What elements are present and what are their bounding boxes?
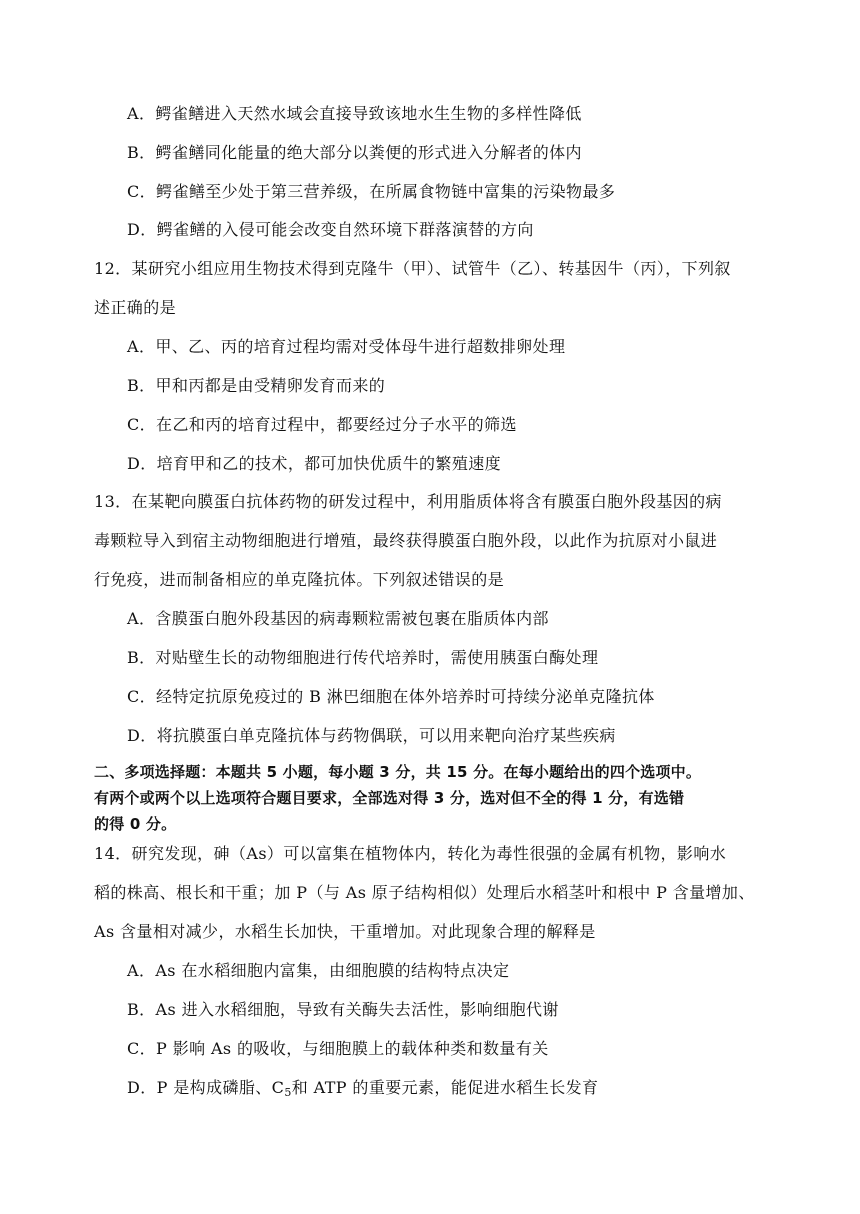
q14-option-c: C．P 影响 As 的吸收，与细胞膜上的载体种类和数量有关	[127, 1039, 549, 1058]
q11-option-a: A．鳄雀鳝进入天然水域会直接导致该地水生生物的多样性降低	[127, 104, 582, 123]
q13-stem-line-1: 13．在某靶向膜蛋白抗体药物的研发过程中，利用脂质体将含有膜蛋白胞外段基因的病	[94, 492, 722, 511]
q14-stem-line-1: 14．研究发现，砷（As）可以富集在植物体内，转化为毒性很强的金属有机物，影响水	[94, 844, 727, 863]
q11-option-b: B．鳄雀鳝同化能量的绝大部分以粪便的形式进入分解者的体内	[127, 143, 582, 162]
section-heading-line-1: 二、多项选择题：本题共 5 小题，每小题 3 分，共 15 分。在每小题给出的四个选项中。	[94, 763, 702, 781]
q14-stem-line-2: 稻的株高、根长和干重；加 P（与 As 原子结构相似）处理后水稻茎叶和根中 P 含量增加、	[94, 883, 755, 902]
q13-option-d: D．将抗膜蛋白单克隆抗体与药物偶联，可以用来靶向治疗某些疾病	[127, 726, 616, 745]
q12-stem-line-2: 述正确的是	[94, 298, 177, 317]
q13-option-b: B．对贴壁生长的动物细胞进行传代培养时，需使用胰蛋白酶处理	[127, 648, 599, 667]
q14-option-d-subscript: 5	[284, 1086, 292, 1099]
section-heading-line-2: 有两个或两个以上选项符合题目要求，全部选对得 3 分，选对但不全的得 1 分，有选错	[94, 789, 685, 807]
q12-option-c: C．在乙和丙的培育过程中，都要经过分子水平的筛选	[127, 415, 517, 434]
q14-option-b: B．As 进入水稻细胞，导致有关酶失去活性，影响细胞代谢	[127, 1000, 559, 1019]
q12-stem-line-1: 12．某研究小组应用生物技术得到克隆牛（甲）、试管牛（乙）、转基因牛（丙），下列叙	[94, 259, 731, 278]
q14-stem-line-3: As 含量相对减少，水稻生长加快，干重增加。对此现象合理的解释是	[94, 922, 596, 941]
q12-option-d: D．培育甲和乙的技术，都可加快优质牛的繁殖速度	[127, 454, 502, 473]
section-heading-line-3: 的得 0 分。	[94, 815, 177, 833]
q11-option-c: C．鳄雀鳝至少处于第三营养级，在所属食物链中富集的污染物最多	[127, 182, 616, 201]
q14-option-d-text-pre: D．P 是构成磷脂、C	[127, 1078, 285, 1097]
q14-option-a: A．As 在水稻细胞内富集，由细胞膜的结构特点决定	[127, 961, 510, 980]
q14-option-d	[127, 1078, 598, 1098]
q13-option-a: A．含膜蛋白胞外段基因的病毒颗粒需被包裹在脂质体内部	[127, 609, 549, 628]
q13-option-c: C．经特定抗原免疫过的 B 淋巴细胞在体外培养时可持续分泌单克隆抗体	[127, 687, 655, 706]
q11-option-d: D．鳄雀鳝的入侵可能会改变自然环境下群落演替的方向	[127, 220, 534, 239]
q12-option-a: A．甲、乙、丙的培育过程均需对受体母牛进行超数排卵处理	[127, 337, 566, 356]
q14-option-d-text-post: 和 ATP 的重要元素，能促进水稻生长发育	[291, 1078, 599, 1097]
q13-stem-line-3: 行免疫，进而制备相应的单克隆抗体。下列叙述错误的是	[94, 570, 505, 589]
q13-stem-line-2: 毒颗粒导入到宿主动物细胞进行增殖，最终获得膜蛋白胞外段，以此作为抗原对小鼠进	[94, 531, 718, 550]
q12-option-b: B．甲和丙都是由受精卵发育而来的	[127, 376, 386, 395]
